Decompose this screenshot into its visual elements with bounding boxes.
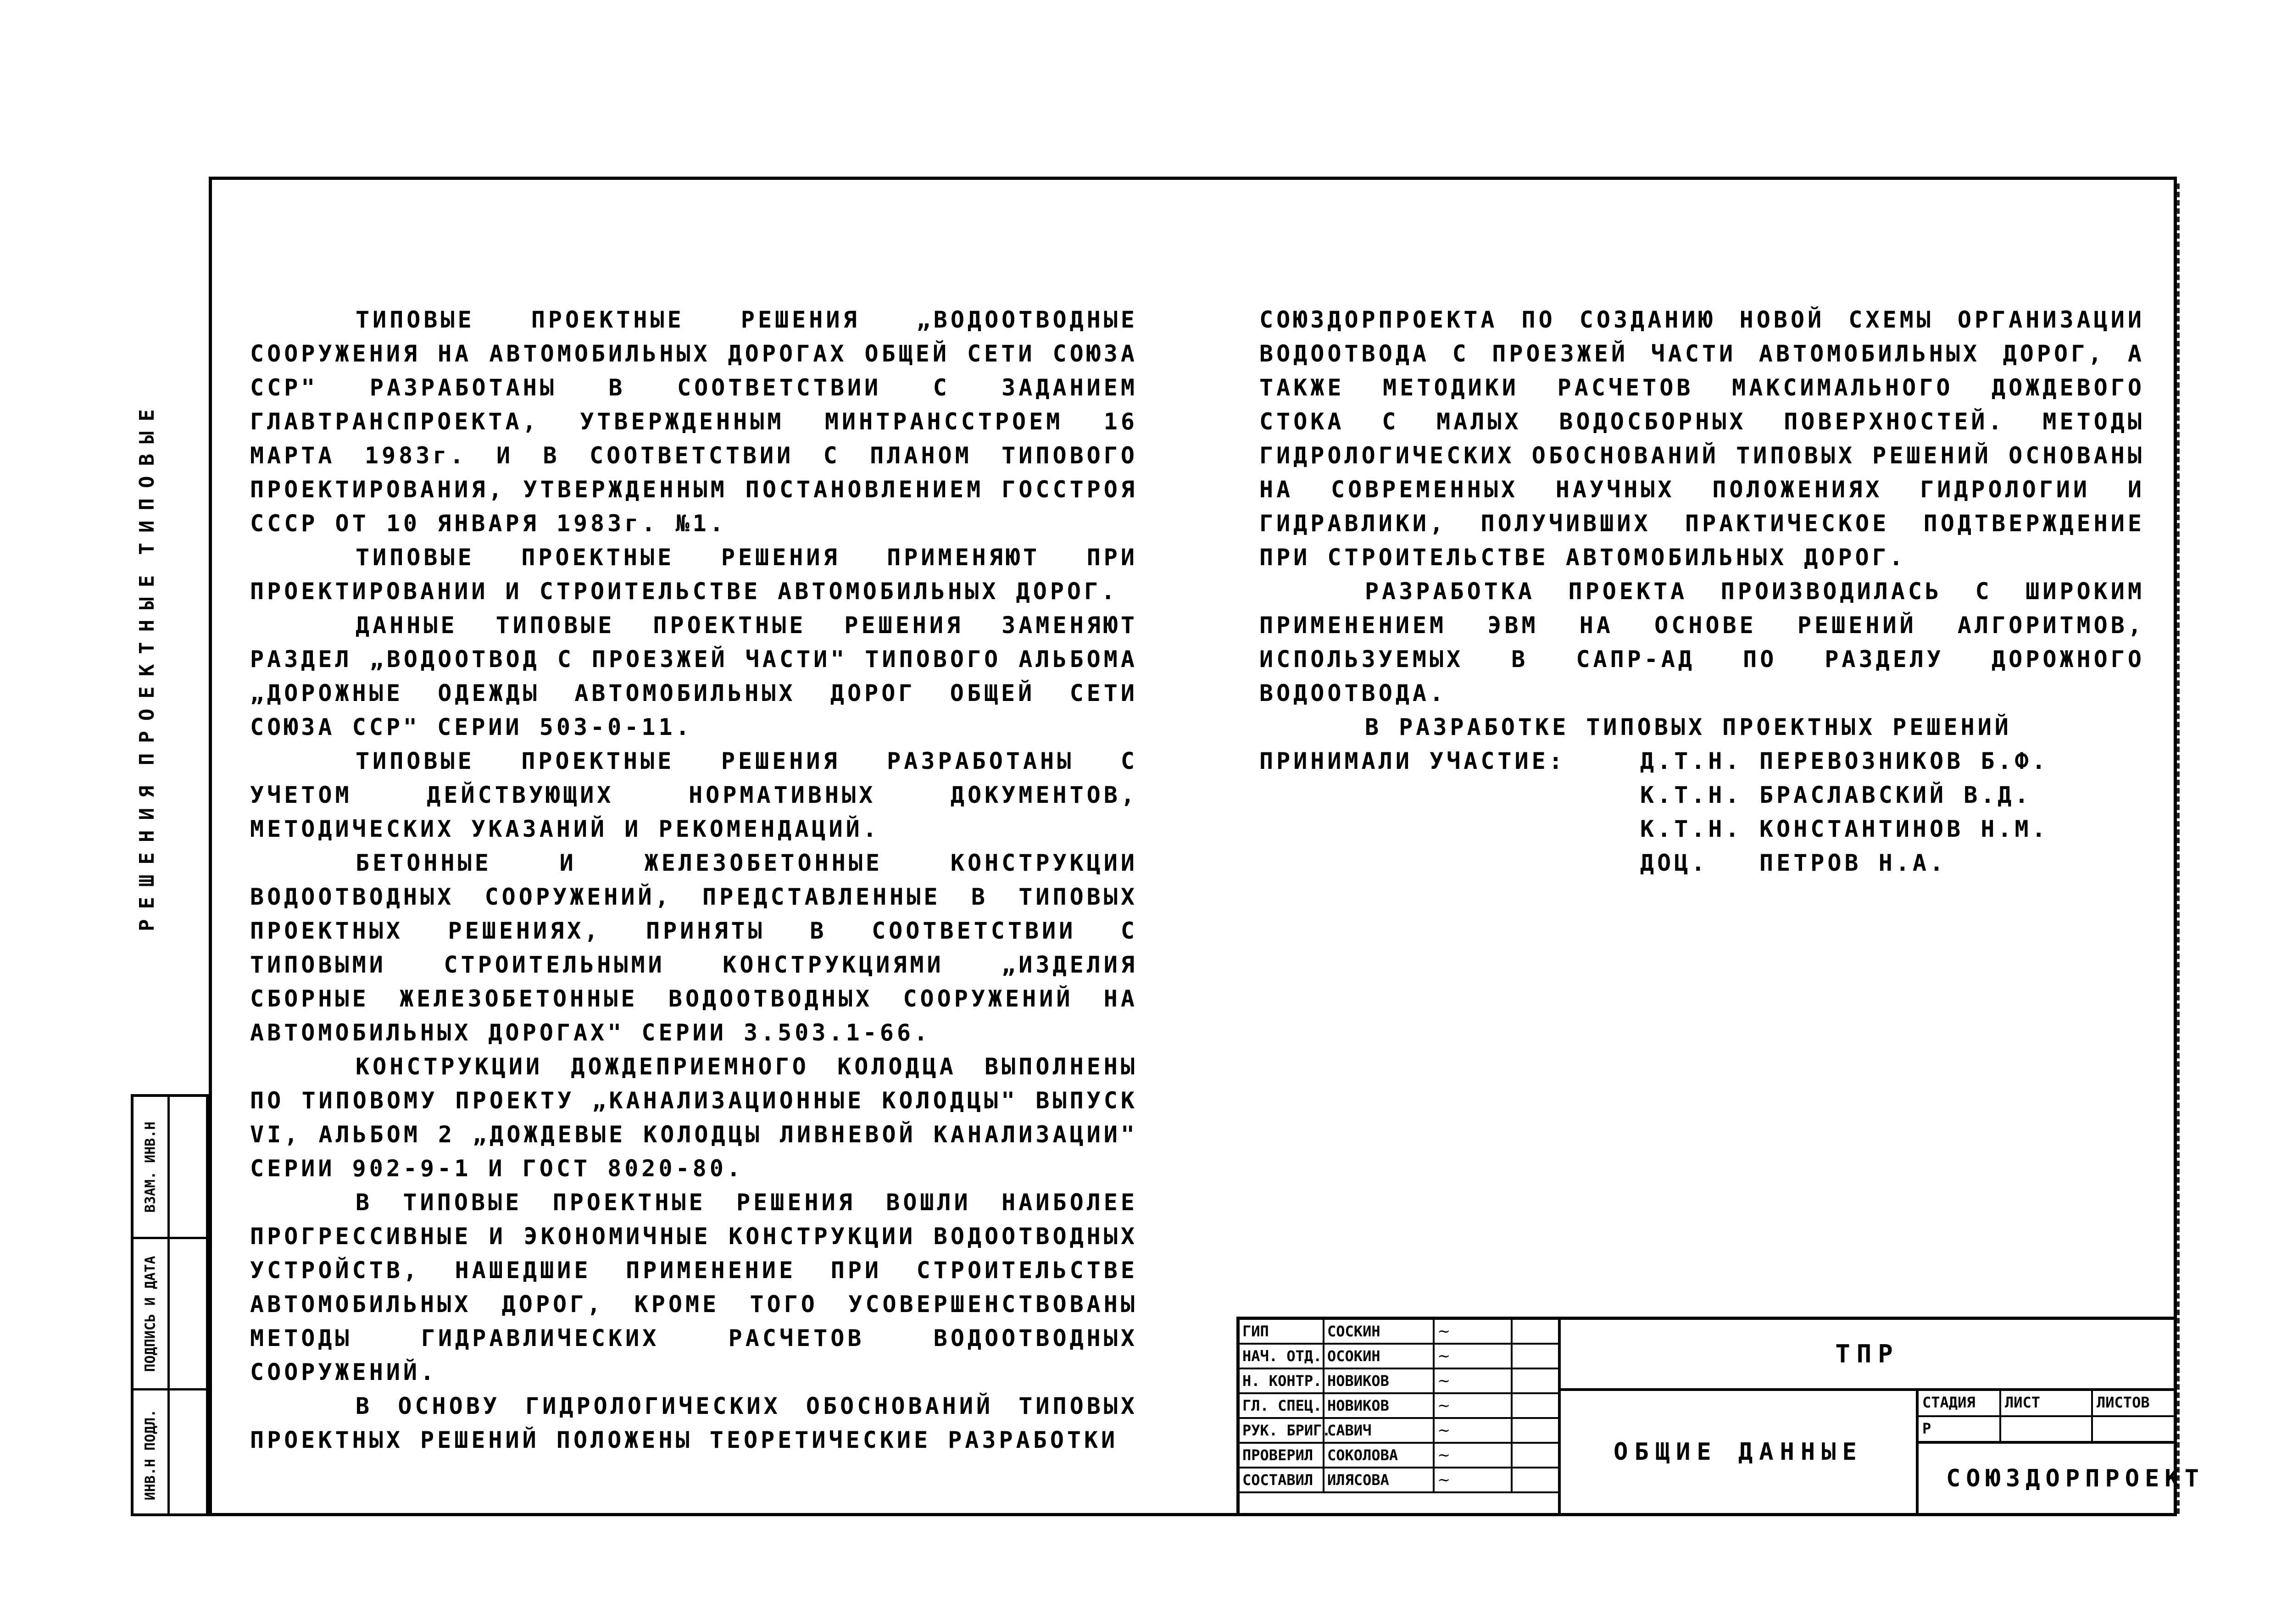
participant-name: БРАСЛАВСКИЙ В.Д. — [1759, 782, 2032, 808]
paragraph: КОНСТРУКЦИИ ДОЖДЕПРИЕМНОГО КОЛОДЦА ВЫПОЛНЕНЫ ПО ТИПОВОМУ ПРОЕКТУ „КАНАЛИЗАЦИОННЫЕ КОЛОДЦЫ" ВЫПУСК VI, АЛЬБОМ 2 „ДОЖДЕВЫЕ КОЛОДЦЫ ЛИВНЕВОЙ КАНАЛИЗАЦИИ" СЕРИИ 902-9-1 И ГОСТ 8020-80. — [250, 1053, 1138, 1182]
participant-row — [1259, 778, 2145, 812]
signatory-row — [1240, 1394, 1558, 1419]
signature-mark: ~ — [1435, 1468, 1513, 1491]
paragraph: ТИПОВЫЕ ПРОЕКТНЫЕ РЕШЕНИЯ РАЗРАБОТАНЫ С УЧЕТОМ ДЕЙСТВУЮЩИХ НОРМАТИВНЫХ ДОКУМЕНТОВ, МЕТОДИЧЕСКИХ УКАЗАНИЙ И РЕКОМЕНДАЦИЙ. — [250, 748, 1138, 842]
sheet-header: ЛИСТ — [2001, 1391, 2093, 1415]
paragraph: В ТИПОВЫЕ ПРОЕКТНЫЕ РЕШЕНИЯ ВОШЛИ НАИБОЛЕЕ ПРОГРЕССИВНЫЕ И ЭКОНОМИЧНЫЕ КОНСТРУКЦИИ ВОДООТВОДНЫХ УСТРОЙСТВ, НАШЕДШИЕ ПРИМЕНЕНИЕ ПРИ СТРОИТЕЛЬСТВЕ АВТОМОБИЛЬНЫХ ДОРОГ, КРОМЕ ТОГО УСОВЕРШЕНСТВОВАНЫ МЕТОДЫ ГИДРАВЛИЧЕСКИХ РАСЧЕТОВ ВОДООТВОДНЫХ СООРУЖЕНИЙ. — [250, 1189, 1138, 1385]
signatory-name: НОВИКОВ — [1324, 1369, 1435, 1392]
text-column-right — [1259, 303, 2145, 880]
signature-mark: ~ — [1435, 1369, 1513, 1392]
text-column-left — [250, 303, 1138, 1457]
participant-degree: ДОЦ. — [1640, 850, 1708, 876]
participants-list — [1259, 744, 2145, 880]
signatory-name: ИЛЯСОВА — [1324, 1468, 1435, 1491]
signature-mark: ~ — [1435, 1419, 1513, 1442]
signatory-role: СОСТАВИЛ — [1240, 1468, 1324, 1491]
signatory-role: ГЛ. СПЕЦ. — [1240, 1394, 1324, 1417]
signatory-name: СОКОЛОВА — [1324, 1444, 1435, 1467]
stage-header-row — [1919, 1391, 2174, 1417]
side-stamp-cell-inv-original: ИНВ.Н ПОДЛ. — [142, 1409, 159, 1501]
side-stamp — [131, 1094, 209, 1516]
paragraph: ТИПОВЫЕ ПРОЕКТНЫЕ РЕШЕНИЯ ПРИМЕНЯЮТ ПРИ ПРОЕКТИРОВАНИИ И СТРОИТЕЛЬСТВЕ АВТОМОБИЛЬНЫХ ДОРОГ. — [250, 544, 1138, 605]
signatories-table — [1240, 1320, 1561, 1513]
side-stamp-cell-replaced-inv: ВЗАМ. ИНВ.Н — [134, 1097, 167, 1239]
participant-degree: К.Т.Н. — [1640, 816, 1742, 842]
sheets-value — [2093, 1417, 2174, 1441]
participant-degree: К.Т.Н. — [1640, 782, 1742, 808]
participant-name: ПЕРЕВОЗНИКОВ Б.Ф. — [1759, 748, 2049, 774]
paragraph: СОЮЗДОРПРОЕКТА ПО СОЗДАНИЮ НОВОЙ СХЕМЫ ОРГАНИЗАЦИИ ВОДООТВОДА С ПРОЕЗЖЕЙ ЧАСТИ АВТОМОБИЛЬНЫХ ДОРОГ, А ТАКЖЕ МЕТОДИКИ РАСЧЕТОВ МАКСИМАЛЬНОГО ДОЖДЕВОГО СТОКА С МАЛЫХ ВОДОСБОРНЫХ ПОВЕРХНОСТЕЙ. МЕТОДЫ ГИДРОЛОГИЧЕСКИХ ОБОСНОВАНИЙ ТИПОВЫХ РЕШЕНИЙ ОСНОВАНЫ НА СОВРЕМЕННЫХ НАУЧНЫХ ПОЛОЖЕНИЯХ ГИДРОЛОГИИ И ГИДРАВЛИКИ, ПОЛУЧИВШИХ ПРАКТИЧЕСКОЕ ПОДТВЕРЖДЕНИЕ ПРИ СТРОИТЕЛЬСТВЕ АВТОМОБИЛЬНЫХ ДОРОГ. — [1259, 306, 2145, 571]
organization-name: СОЮЗДОРПРОЕКТ — [1946, 1464, 2204, 1492]
paragraph: В ОСНОВУ ГИДРОЛОГИЧЕСКИХ ОБОСНОВАНИЙ ТИПОВЫХ ПРОЕКТНЫХ РЕШЕНИЙ ПОЛОЖЕНЫ ТЕОРЕТИЧЕСКИЕ РАЗРАБОТКИ — [250, 1393, 1138, 1453]
participant-row — [1259, 744, 2145, 778]
signatory-row — [1240, 1419, 1558, 1444]
paragraph: ДАННЫЕ ТИПОВЫЕ ПРОЕКТНЫЕ РЕШЕНИЯ ЗАМЕНЯЮТ РАЗДЕЛ „ВОДООТВОД С ПРОЕЗЖЕЙ ЧАСТИ" ТИПОВОГО АЛЬБОМА „ДОРОЖНЫЕ ОДЕЖДЫ АВТОМОБИЛЬНЫХ ДОРОГ ОБЩЕЙ СЕТИ СОЮЗА ССР" СЕРИИ 503-0-11. — [250, 612, 1138, 740]
date-cell — [1513, 1468, 1558, 1491]
side-label-word-3: ТИПОВЫЕ — [135, 399, 159, 555]
document-code: ТПР — [1561, 1320, 2174, 1391]
paragraph: РАЗРАБОТКА ПРОЕКТА ПРОИЗВОДИЛАСЬ С ШИРОКИМ ПРИМЕНЕНИЕМ ЭВМ НА ОСНОВЕ РЕШЕНИЙ АЛГОРИТМОВ, ИСПОЛЬЗУЕМЫХ В САПР-АД ПО РАЗДЕЛУ ДОРОЖНОГО ВОДООТВОДА. — [1259, 578, 2145, 706]
sheet-value — [2001, 1417, 2093, 1441]
signatory-name: САВИЧ — [1324, 1419, 1435, 1442]
signatory-role: НАЧ. ОТД. — [1240, 1345, 1324, 1368]
participant-row — [1259, 846, 2145, 880]
signatory-name: НОВИКОВ — [1324, 1394, 1435, 1417]
side-stamp-cell-signature: ПОДПИСЬ И ДАТА — [134, 1239, 167, 1390]
signatory-row — [1240, 1444, 1558, 1468]
date-cell — [1513, 1320, 1558, 1343]
signatory-role: Н. КОНТР. — [1240, 1369, 1324, 1392]
participants-intro: ПРИНИМАЛИ УЧАСТИЕ: — [1259, 748, 1566, 774]
signature-mark: ~ — [1435, 1345, 1513, 1368]
side-label-word-2: ПРОЕКТНЫЕ — [135, 565, 159, 766]
title-block — [1236, 1317, 2204, 1516]
date-cell — [1513, 1394, 1558, 1417]
signatory-name: ОСОКИН — [1324, 1345, 1435, 1368]
signature-mark: ~ — [1435, 1394, 1513, 1417]
stage-value-row — [1919, 1417, 2174, 1441]
signatory-row — [1240, 1468, 1558, 1493]
date-cell — [1513, 1419, 1558, 1442]
signatory-row — [1240, 1345, 1558, 1369]
participant-name: КОНСТАНТИНОВ Н.М. — [1759, 816, 2049, 842]
date-cell — [1513, 1444, 1558, 1467]
signatory-row — [1240, 1320, 1558, 1345]
signatory-role: ГИП — [1240, 1320, 1324, 1343]
paragraph: В РАЗРАБОТКЕ ТИПОВЫХ ПРОЕКТНЫХ РЕШЕНИЙ — [1365, 714, 2012, 740]
frame-edge-dashes — [2177, 184, 2180, 1514]
date-cell — [1513, 1369, 1558, 1392]
stage-sheet-table — [1919, 1391, 2174, 1444]
date-cell — [1513, 1345, 1558, 1368]
sheets-header: ЛИСТОВ — [2097, 1394, 2150, 1411]
paragraph: ТИПОВЫЕ ПРОЕКТНЫЕ РЕШЕНИЯ „ВОДООТВОДНЫЕ СООРУЖЕНИЯ НА АВТОМОБИЛЬНЫХ ДОРОГАХ ОБЩЕЙ СЕТИ СОЮЗА ССР" РАЗРАБОТАНЫ В СООТВЕТСТВИИ С ЗАДАНИЕМ ГЛАВТРАНСПРОЕКТА, УТВЕРЖДЕННЫМ МИНТРАНССТРОЕМ 16 МАРТА 1983г. И В СООТВЕТСТВИИ С ПЛАНОМ ТИПОВОГО ПРОЕКТИРОВАНИЯ, УТВЕРЖДЕННЫМ ПОСТАНОВЛЕНИЕМ ГОССТРОЯ СССР ОТ 10 ЯНВАРЯ 1983г. №1. — [250, 306, 1138, 537]
vertical-side-label — [119, 399, 174, 931]
side-stamp-col-labels — [134, 1097, 170, 1513]
participant-degree: Д.Т.Н. — [1640, 748, 1742, 774]
signatory-name: СОСКИН — [1324, 1320, 1435, 1343]
signature-mark: ~ — [1435, 1320, 1513, 1343]
signatory-row — [1240, 1369, 1558, 1394]
participant-row — [1259, 812, 2145, 846]
side-label-word-1: РЕШЕНИЯ — [135, 775, 159, 931]
stage-header: СТАДИЯ — [1919, 1391, 2001, 1415]
paragraph: БЕТОННЫЕ И ЖЕЛЕЗОБЕТОННЫЕ КОНСТРУКЦИИ ВОДООТВОДНЫХ СООРУЖЕНИЙ, ПРЕДСТАВЛЕННЫЕ В ТИПОВЫХ ПРОЕКТНЫХ РЕШЕНИЯХ, ПРИНЯТЫ В СООТВЕТСТВИИ С ТИПОВЫМИ СТРОИТЕЛЬНЫМИ КОНСТРУКЦИЯМИ „ИЗДЕЛИЯ СБОРНЫЕ ЖЕЛЕЗОБЕТОННЫЕ ВОДООТВОДНЫХ СООРУЖЕНИЙ НА АВТОМОБИЛЬНЫХ ДОРОГАХ" СЕРИИ 3.503.1-66. — [250, 850, 1138, 1046]
side-stamp-col-values — [170, 1097, 206, 1513]
participant-name: ПЕТРОВ Н.А. — [1759, 850, 1947, 876]
stage-value: Р — [1919, 1417, 2001, 1441]
signatory-role: ПРОВЕРИЛ — [1240, 1444, 1324, 1467]
signature-mark: ~ — [1435, 1444, 1513, 1467]
sheet-title: ОБЩИЕ ДАННЫЕ — [1561, 1391, 1919, 1513]
signatory-role: РУК. БРИГ. — [1240, 1419, 1324, 1442]
